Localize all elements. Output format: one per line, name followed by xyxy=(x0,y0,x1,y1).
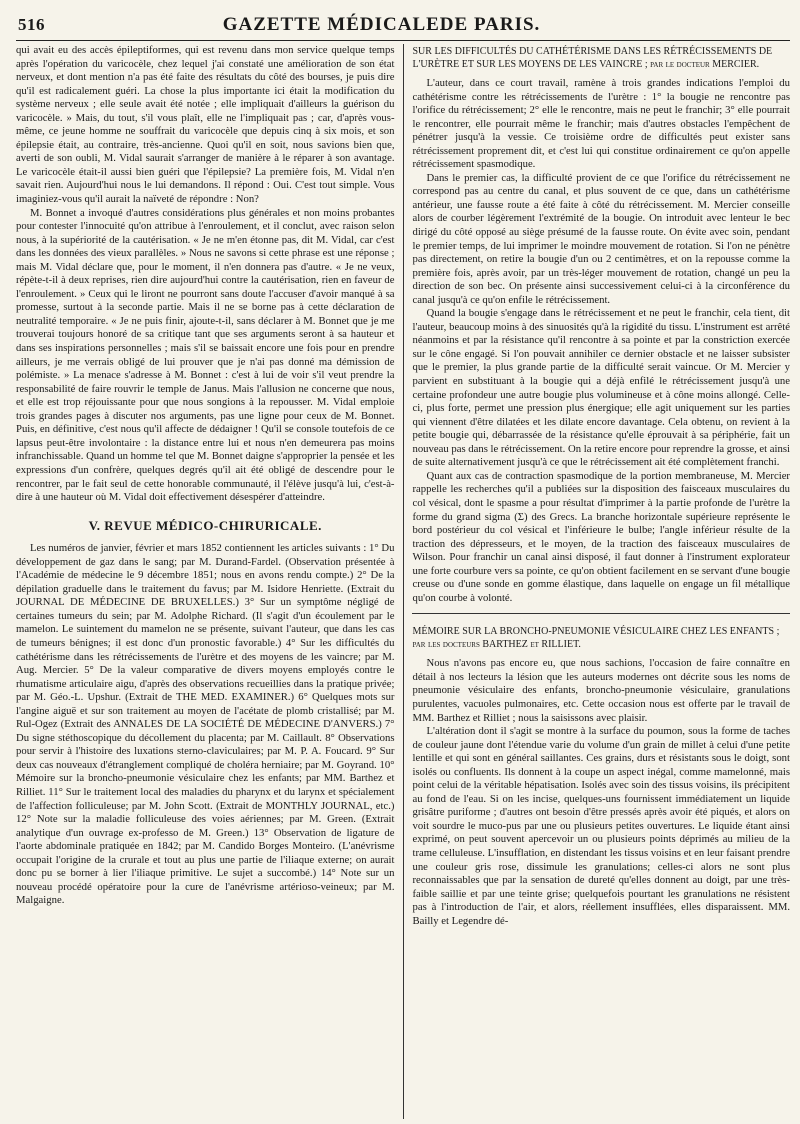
right-column xyxy=(403,44,790,1119)
journal-title: GAZETTE MÉDICALEDE PARIS. xyxy=(222,14,541,35)
paragraph: Les numéros de janvier, février et mars 1852 contiennent les articles suivants : 1° Du développement de gaz dans le sang; par M. Durand-Fardel. (Observation présentée à l'Académie de médecine le 9 décembre 1851; nous en avons rendu compte.) 2° De la dépilation graduelle dans le traitement du favus; par M. Isidore Henriette. (Extrait du JOURNAL DE MÉDECINE DE BRUXELLES.) 3° Sur un symptôme négligé de certaines tumeurs du sein; par M. Adolphe Richard. (Il s'agit d'un écoulement par le mamelon. Le suintement du mamelon ne se présente, suivant l'auteur, que dans les cas de tumeurs bénignes; il est donc d'un pronostic favorable.) 4° Sur les difficultés du cathétérisme dans les rétrécissements de l'urètre et des moyens de les vaincre; par M. Aug. Mercier. 5° De la valeur comparative de divers moyens employés contre le rhumatisme articulaire aigu, d'après des observations recueillies dans la pratique privée; par M. Géo.-L. Upshur. (Extrait de THE MED. EXAMINER.) 6° Quelques mots sur l'angine aiguë et sur son traitement au moyen de l'acétate de plomb cristallisé; par M. Rul-Ogez (Extrait des ANNALES DE LA SOCIÉTÉ DE MÉDECINE D'ANVERS.) 7° Du signe stéthoscopique du décollement du placenta; par M. Caillault. 8° Observations pour servir à l'histoire des luxations sterno-claviculaires; par M. P. A. Foucard. 9° Sur deux cas nouveaux d'étranglement compliqué de choléra herniaire; par M. Goyrand. 10° Mémoire sur la broncho-pneumonie vésiculaire chez les enfants; par MM. Barthez et Rilliet. 11° Sur le traitement local des maladies du pharynx et du larynx et spécialement de l'affection folliculeuse; par M. John Scott. (Extrait de MONTHLY JOURNAL, etc.) 12° Note sur la maladie folliculeuse des voies aériennes; par M. Green. (Extrait analytique d'un ouvrage ex-professo de M. Green.) 13° Observation de ligature de l'aorte abdominale pratiquée en 1842; par M. Candido Borges Monteiro. (L'anévrisme occupait l'origine de la crurale et tout au plus une partie de l'iliaque externe; on aurait donc pu se borner à lier l'iliaque primitive. Le sujet a succombé.) 14° Note sur un nouveau procédé opératoire pour la cure de l'anévrisme artérioso-veineux; par M. Malgaigne. xyxy=(16,542,395,907)
article-heading: SUR LES DIFFICULTÉS DU CATHÉTÉRISME DANS LES RÉTRÉCISSEMENTS DE L'URÈTRE ET SUR LES MOYENS DE LES VAINCRE ; par le docteur MERCIER. xyxy=(412,46,773,70)
page-header xyxy=(16,14,790,41)
paragraph: M. Bonnet a invoqué d'autres considérations plus générales et non moins probantes pour contester l'innocuité qu'on attribue à l'enroulement, et il conclut, avec raison selon nous, à la supériorité de la cautérisation. « Je ne m'en étonne pas, dit M. Vidal, car c'est dans les données des vieux parallèles. » Nous ne savons si cette phrase est une réponse ; mais M. Vidal déclare que, pour le moment, il n'en donnera pas d'autre. « Je ne veux, répète-t-il à deux reprises, rien dire aujourd'hui contre la cautérisation, rien en faveur de l'enroulement. » Ceux qui le liront ne pourront sans doute l'accuser d'avoir manqué à sa promesse, surtout à la seconde partie. Mais il ne se borne pas à cette déclaration de neutralité temporaire. « Je ne puis finir, ajoute-t-il, sans déclarer à M. Bonnet que je me trouverai toujours honoré de sa critique tant que ses arguments seront à sa hauteur et dans ses inspirations personnelles ; mais s'il se baissait encore une fois pour en prendre ailleurs, je me verrais obligé de lui prouver que je n'ai pas donné ma démission de polémiste. » La menace s'adresse à M. Bonnet : c'est à lui de voir s'il veut prendre la responsabilité de faire rouvrir le temple de Janus. Mais l'allusion ne concerne que nous, et elle est trop réjouissante pour que nous songions à la repousser. M. Vidal emploie trois grandes pages à discuter nos arguments, pas une ligne pour ceux de M. Bonnet. Puis, en définitive, c'est nous qu'il affecte de dédaigner ! Qu'il se console toutefois de ce lapsus peut-être involontaire : la distance entre lui et nous n'en demeurera pas moins infranchissable. Quand un homme tel que M. Bonnet daigne s'approprier la pensée et les expressions d'un confrère, quelques degrés qu'il ait été obligé de descendre pour le rencontrer, par le fait seul de cette honorable communauté, il l'élève jusqu'à lui, c'est-à-dire à une hauteur où M. Vidal doit effectivement désespérer d'atteindre. xyxy=(16,206,395,504)
section-title: V. REVUE MÉDICO-CHIRURICALE. xyxy=(88,517,322,533)
paragraph: Quand la bougie s'engage dans le rétrécissement et ne peut le franchir, cela tient, dit l'auteur, beaucoup moins à des sinuosités qu'à la rigidité du tissu. L'instrument est arrêté néanmoins et par la résistance qu'il rencontre à sa pointe et par la constriction exercée sur le cône engagé. Si l'on pouvait annihiler ce dernier obstacle et ne laisser subsister que le premier, la plus grande partie de la difficulté serait vaincue. Or M. Mercier y parvient en substituant à la bougie qui a déjà enfilé le rétrécissement jusqu'à une certaine profondeur une autre bougie plus volumineuse et à cône moins allongé. Celle-ci, plus forte, permet une pression plus énergique; elle agit uniquement sur les parties qui viennent d'être dilatées et les dilate encore davantage. Cela obtenu, on revient à la petite bougie qui, débarrassée de la résistance qu'elle éprouvait à sa périphérie, fait un nouveau pas dans le rétrécissement. On la retire encore pour reprendre la grosse, et ainsi de suite alternativement jusqu'à ce que le rétrécissement ait été complètement franchi. xyxy=(412,307,790,469)
text-columns xyxy=(16,44,790,1119)
divider xyxy=(412,613,790,614)
paragraph: Quant aux cas de contraction spasmodique de la portion membraneuse, M. Mercier rappelle les recherches qu'il a publiées sur la disposition des faisceaux musculaires du col vésical, dont le spasme a pour résultat d'imprimer à la partie profonde de l'urètre la forme du grand sigma (Σ) des Grecs. La branche horizontale supérieure représente le bord postérieur du col vésical et l'inférieure le bulbe; l'angle inférieur résulte de la traction des dépresseurs, et le moyen, de la traction des faisceaux musculaires de Wilson. Pour franchir un canal ainsi disposé, il faut donner à l'instrument explorateur une forte courbure vers sa pointe, ce qu'on obtient facilement en se servant d'une bougie creuse ou d'une sonde en gomme élastique, dans laquelle on engage un fil métallique qu'on courbe à volonté. xyxy=(412,469,790,604)
left-column xyxy=(16,44,403,1119)
article-heading: MÉMOIRE SUR LA BRONCHO-PNEUMONIE VÉSICULAIRE CHEZ LES ENFANTS ; par les docteurs BARTHEZ et RILLIET. xyxy=(412,626,780,650)
paragraph: L'auteur, dans ce court travail, ramène à trois grandes indications l'emploi du cathétérisme contre les rétrécissements de l'urètre : 1° la bougie ne rencontre pas l'orifice du rétrécissement; 2° elle le rencontre, mais ne peut le franchir; 3° elle pourrait le rencontrer, elle pourrait même le franchir; mais d'autres obstacles l'empêchent de pénétrer jusqu'à la vessie. Ce troisième ordre de difficultés peut exister sans rétrécissement proprement dit, et c'est lui qui constitue ordinairement ce qu'on appelle rétrécissement spasmodique. xyxy=(412,77,790,171)
paragraph: L'altération dont il s'agit se montre à la surface du poumon, sous la forme de taches de couleur jaune dont l'étendue varie du volume d'un grain de millet à celui d'une petite lentille et qui sont en général saillantes. Ces grains, durs et résistants sous le doigt, sont isolés ou confluents. Ils donnent à la coupe un aspect inégal, comme mamelonné, mais point celui de la véritable hépatisation. Isolés avec soin des tissus voisins, ils précipitent au fond de l'eau. Si on les incise, quelques-uns fournissent immédiatement un liquide grisâtre puriforme ; d'autres ont besoin d'être pressés après avoir été piqués, et alors on voit sourdre le muco-pus par une ou plusieurs petites ouvertures. Le liquide étant ainsi exprimé, on peut souvent apercevoir un ou plusieurs points déprimés au milieu de la trame celluleuse. L'insufflation, en distendant les tissus voisins et en leur faisant prendre une couleur gris rose, dissimule les granulations; celles-ci alors ne sont plus reconnaissables que par la sensation de dureté qu'elles donnent au doigt, par une très-faible saillie et par une teinte grise; quelquefois pourtant les granulations ne résistent pas à l'introduction de l'air, et alors, réellement insufflées, elles disparaissent. MM. Bailly et Legendre dé- xyxy=(412,725,790,927)
paragraph: Dans le premier cas, la difficulté provient de ce que l'orifice du rétrécissement ne correspond pas au centre du canal, et plus souvent de ce que, dans un cathétérisme antérieur, une fausse route a été faite à côté du rétrécissement. M. Mercier conseille alors de courber légèrement l'extrémité de la bougie. On introduit avec lenteur le bec dirigé du côté opposé au siège présumé de la fausse route. On évite avec soin, pendant le premier temps, de lui imprimer le moindre mouvement de rotation. Si l'on ne pénètre pas directement, on retire la bougie d'un ou 2 centimètres, et on la repousse comme la première fois, après avoir, par un très-léger mouvement de rotation, changé un peu la direction de son bec. On présente ainsi successivement celui-ci à la circonférence du canal jusqu'à ce qu'on enfile le rétrécissement. xyxy=(412,171,790,306)
paragraph: Nous n'avons pas encore eu, que nous sachions, l'occasion de faire connaître en détail à nos lecteurs la lésion que les auteurs modernes ont décrite sous les noms de pneumonie vésiculaire des enfants, broncho-pneumonie vésiculaire, granulations purulentes, vacuoles pulmonaires, etc. Cette occasion nous est offerte par le travail de MM. Barthez et Rilliet ; nous la saisissons avec plaisir. xyxy=(412,657,790,724)
paragraph: qui avait eu des accès épileptiformes, qui est revenu dans mon service quelque temps après l'opération du varicocèle, chez lequel j'ai constaté une amélioration de son état nerveux, et dont mention n'a pas été faite des résultats du côté des bourses, je puis dire qu'il est radicalement guéri. La chose la plus importante ici était la modification du système nerveux ; elle seule avait été notée ; elle impliquait d'ailleurs la guérison du varicocèle. » Mais, du tout, s'il vous plaît, elle ne l'impliquait pas ; car, d'après vous-même, ce jeune homme ne souffrait du varicocèle que depuis cinq à six mois, et son épilepsie était, au contraire, très-ancienne. Quoi qu'il en soit, nous savions bien que, averti de son oubli, M. Vidal saurait s'arranger de manière à le réparer à son avantage. Le varicocèle était-il aussi bien guéri que l'épilepsie? La première fois, M. Vidal n'en savait rien. Aujourd'hui nous le lui demandons. Il répond : Oui. C'est tout simple. Vous imaginiez-vous qu'il aurait la naïveté de répondre : Non? xyxy=(16,44,395,206)
page-number: 516 xyxy=(18,15,45,34)
